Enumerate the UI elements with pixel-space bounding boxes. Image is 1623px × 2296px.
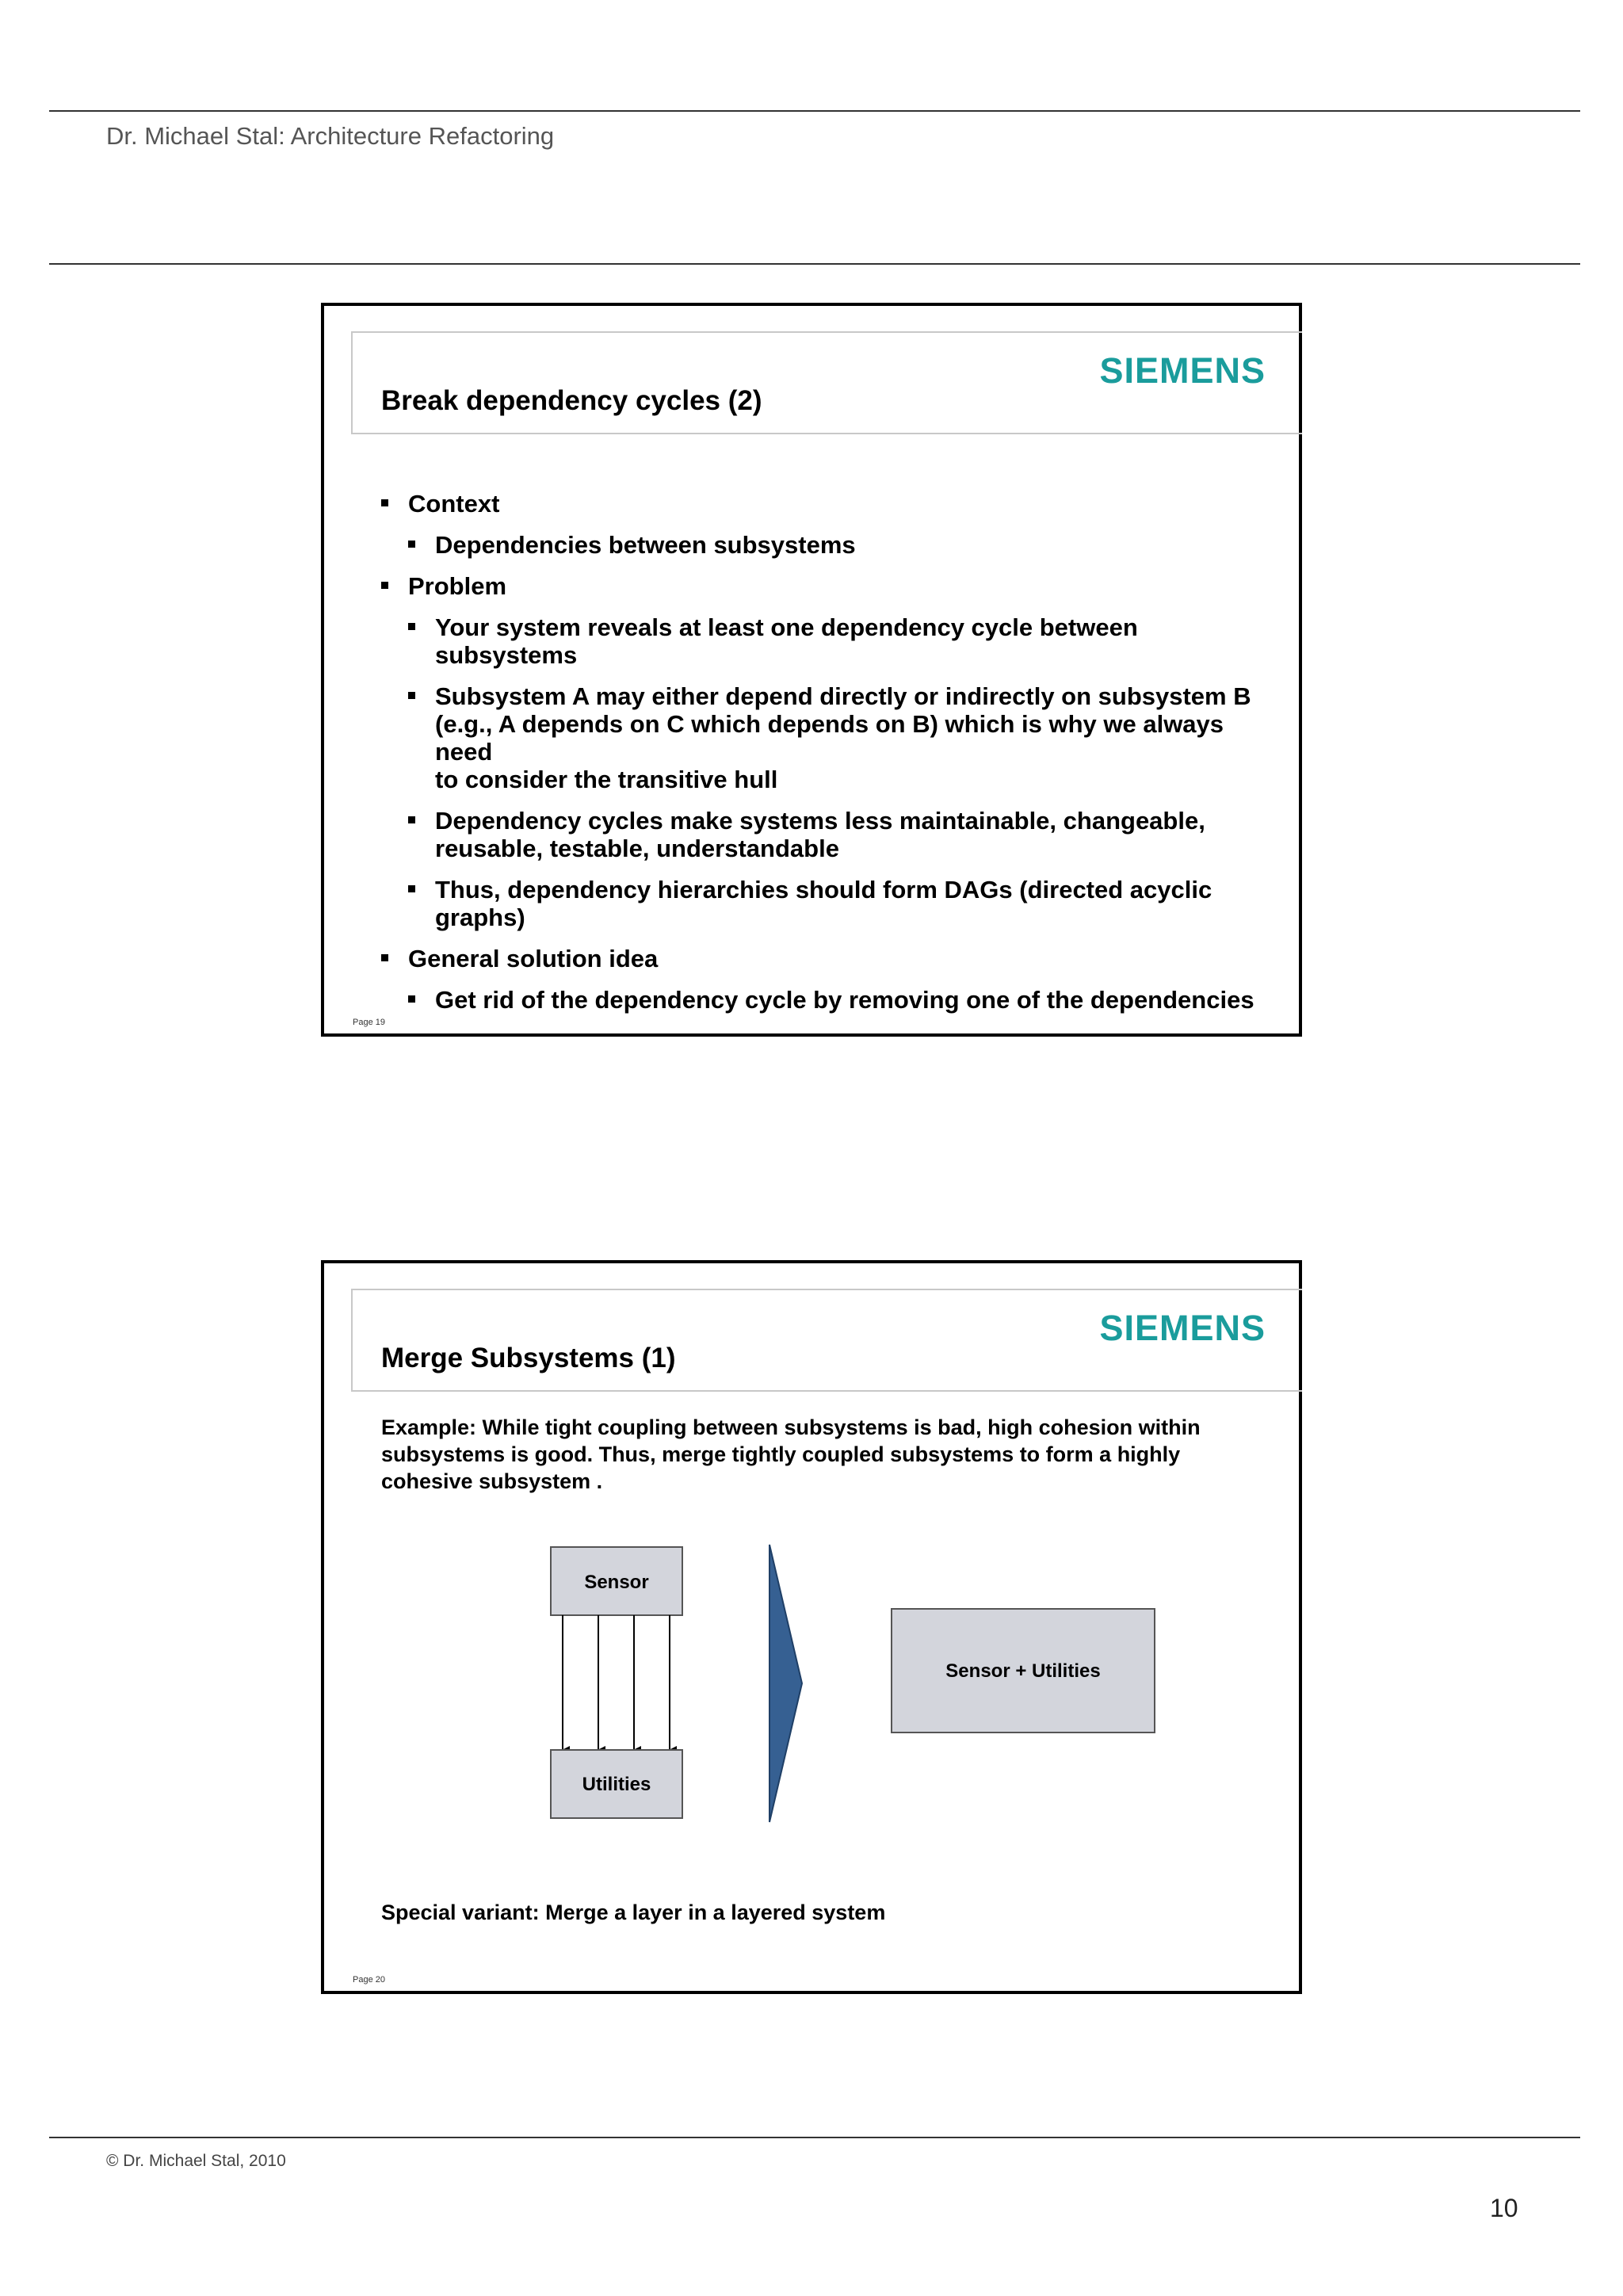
sub-bullet: Your system reveals at least one dependency cycle between subsystems [407,613,1259,669]
slide-merge-subsystems [321,1260,1302,1994]
sub-bullet [407,682,1259,793]
slide-page-number: Page 20 [353,1975,385,1985]
slide-title: Break dependency cycles (2) [381,385,762,416]
sub-bullet-line: to consider the transitive hull [435,766,778,793]
siemens-logo: SIEMENS [1099,1308,1266,1348]
sub-bullet: Dependencies between subsystems [407,531,1259,559]
example-text: Example: While tight coupling between subsystems is bad, high cohesion within subsystems is good. Thus, merge tightly coupled subsystems to form a highly cohesive subsystem . [381,1415,1201,1493]
sub-bullet: Thus, dependency hierarchies should form DAGs (directed acyclic graphs) [407,876,1259,931]
bullet-list [380,490,1259,1027]
footer-copyright: © Dr. Michael Stal, 2010 [106,2152,286,2170]
header-rule-top [49,110,1580,112]
special-variant-text: Special variant: Merge a layer in a layered system [381,1901,886,1924]
document-page-number: 10 [1490,2194,1518,2222]
sub-bullet: Get rid of the dependency cycle by removing one of the dependencies [407,986,1259,1014]
merged-label: Sensor + Utilities [945,1660,1101,1682]
bullet-problem: Problem [380,572,1259,600]
utilities-box [551,1750,682,1818]
merged-box [892,1609,1155,1733]
siemens-logo: SIEMENS [1099,350,1266,391]
transform-arrow-icon [769,1545,802,1822]
document-header: Dr. Michael Stal: Architecture Refactoring [106,122,555,150]
sensor-box [551,1547,682,1615]
sub-bullet-line: Subsystem A may either depend directly or indirectly on subsystem B (e.g., A depends on C which depends on B) which is why we always need [435,682,1251,766]
bullet-general-solution: General solution idea [380,945,1259,972]
header-rule-bottom [49,263,1580,265]
footer-rule [49,2137,1580,2138]
slide-title-bar [351,331,1302,434]
slide-break-dependency-cycles [321,303,1302,1037]
slide-page-number: Page 19 [353,1018,385,1027]
bullet-context: Context [380,490,1259,518]
sub-bullet: Dependency cycles make systems less maintainable, changeable, reusable, testable, understandable [407,807,1259,862]
merge-diagram [324,1263,1299,1991]
slide-title: Merge Subsystems (1) [381,1343,676,1373]
utilities-label: Utilities [582,1774,651,1795]
sensor-label: Sensor [584,1572,649,1593]
